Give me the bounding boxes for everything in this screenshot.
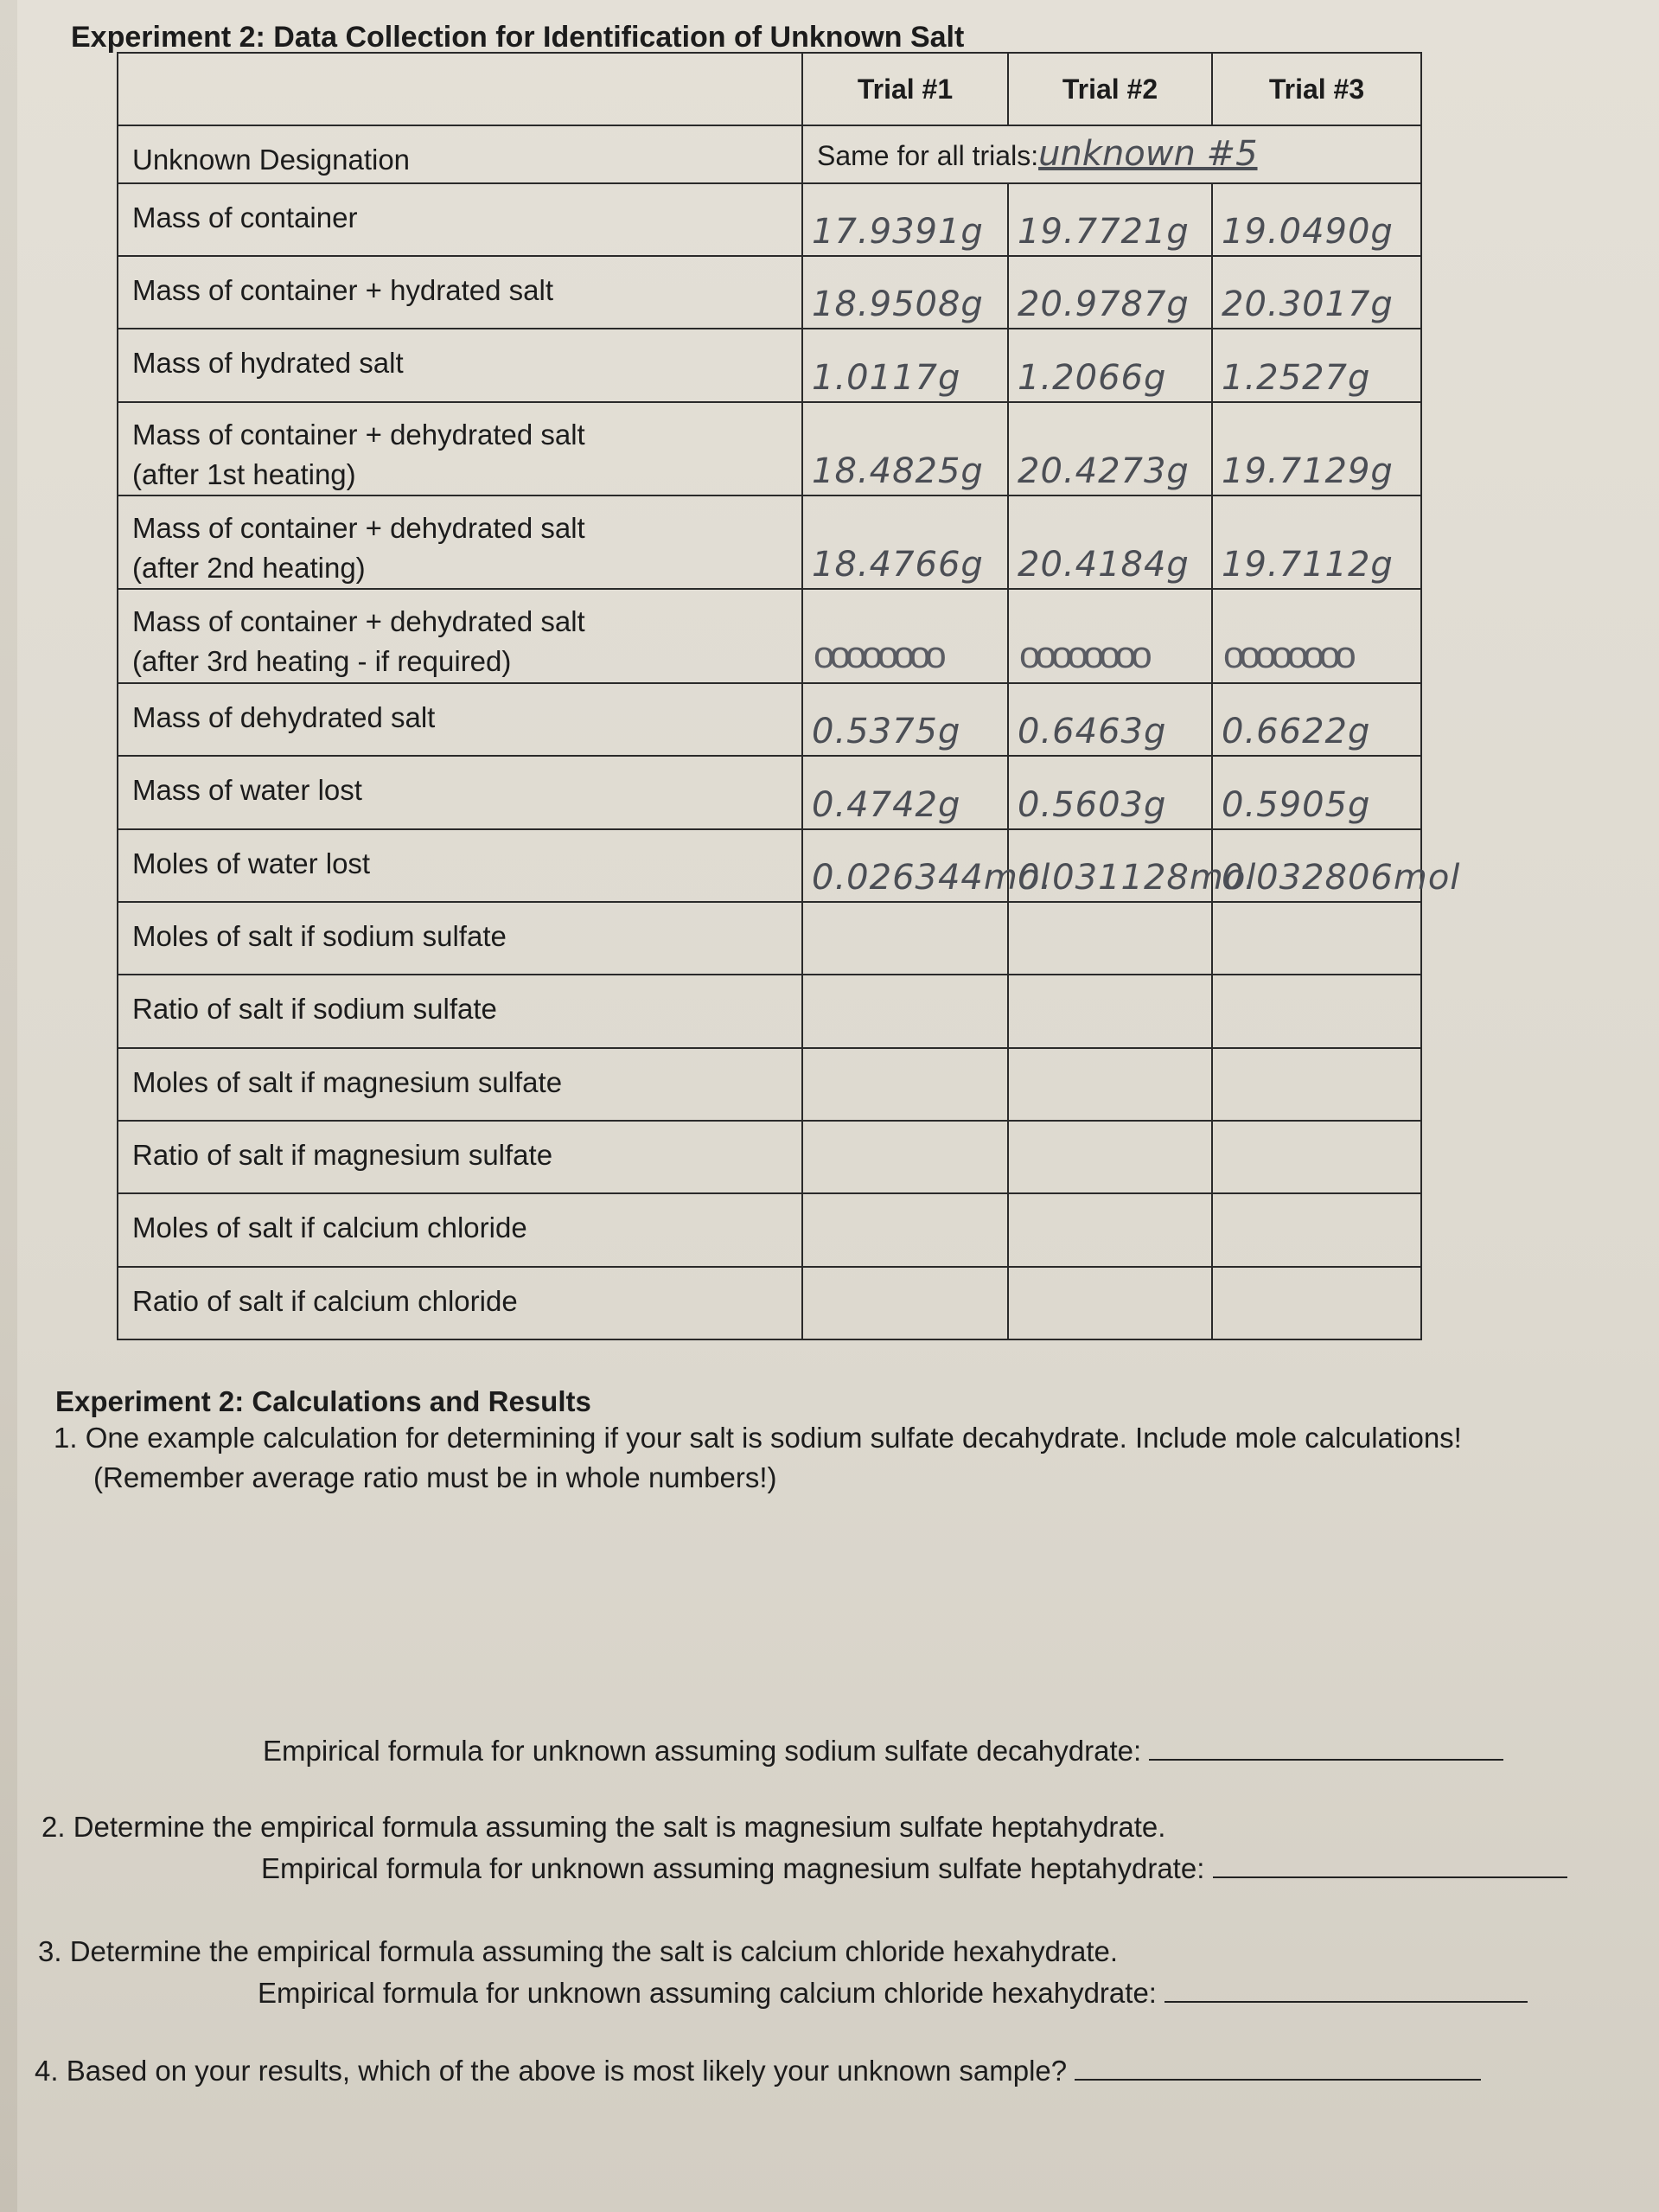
row-sublabel: (after 2nd heating) xyxy=(132,552,366,585)
row-label-cell xyxy=(118,589,802,682)
trial-2-value[interactable] xyxy=(1008,1121,1212,1193)
trial-3-value[interactable]: 19.7129g xyxy=(1212,402,1421,495)
table-row xyxy=(118,329,1421,401)
row-label: Mass of container + dehydrated salt xyxy=(132,512,585,545)
scribbled-out-cell[interactable]: oooooooo xyxy=(1008,589,1212,682)
table-row xyxy=(118,756,1421,828)
answer-line-1 xyxy=(263,1733,1503,1768)
trial-2-value[interactable]: 0.031128mol xyxy=(1008,829,1212,902)
trial-1-value[interactable]: 18.4766g xyxy=(802,495,1008,589)
trial-1-value[interactable] xyxy=(802,975,1008,1047)
table-row xyxy=(118,589,1421,682)
row-label-cell xyxy=(118,183,802,256)
trial-1-value[interactable] xyxy=(802,1048,1008,1121)
row-label: Ratio of salt if magnesium sulfate xyxy=(132,1138,553,1171)
answer-1-field[interactable] xyxy=(1149,1733,1503,1761)
trial-3-value[interactable] xyxy=(1212,1121,1421,1193)
row-label-cell xyxy=(118,495,802,589)
trial-1-value[interactable]: 17.9391g xyxy=(802,183,1008,256)
worksheet-page xyxy=(17,0,1659,2212)
trial-2-value[interactable]: 20.4273g xyxy=(1008,402,1212,495)
trial-1-value[interactable]: 18.4825g xyxy=(802,402,1008,495)
row-label: Mass of container + dehydrated salt xyxy=(132,605,585,638)
calc-section-title: Experiment 2: Calculations and Results xyxy=(55,1385,591,1417)
row-label: Mass of container xyxy=(132,201,358,233)
table-row xyxy=(118,1048,1421,1121)
scribbled-out-cell[interactable]: oooooooo xyxy=(802,589,1008,682)
row-label-cell xyxy=(118,1048,802,1121)
data-table xyxy=(117,52,1461,1340)
trial-3-value[interactable] xyxy=(1212,902,1421,975)
trial-1-value[interactable] xyxy=(802,1193,1008,1266)
trial-2-value[interactable] xyxy=(1008,1048,1212,1121)
trial-3-value[interactable] xyxy=(1212,1048,1421,1121)
row-label-cell xyxy=(118,402,802,495)
trial-2-value[interactable] xyxy=(1008,902,1212,975)
trial-3-value[interactable]: 20.3017g xyxy=(1212,256,1421,329)
row-label: Moles of salt if sodium sulfate xyxy=(132,919,507,952)
trial-3-value[interactable]: 0.5905g xyxy=(1212,756,1421,828)
unknown-designation-value: unknown #5 xyxy=(1038,134,1258,175)
trial-3-value[interactable]: 19.7112g xyxy=(1212,495,1421,589)
row-label: Mass of container + hydrated salt xyxy=(132,273,554,306)
table-row xyxy=(118,975,1421,1047)
answer-2-label: Empirical formula for unknown assuming magnesium sulfate heptahydrate: xyxy=(261,1852,1205,1884)
row-label: Ratio of salt if sodium sulfate xyxy=(132,993,497,1026)
trial-2-value[interactable]: 20.9787g xyxy=(1008,256,1212,329)
table-row xyxy=(118,902,1421,975)
row-label: Mass of hydrated salt xyxy=(132,347,404,380)
trial-3-value[interactable]: 0.6622g xyxy=(1212,683,1421,756)
table-row xyxy=(118,1121,1421,1193)
trial-2-value[interactable]: 1.2066g xyxy=(1008,329,1212,401)
row-label-cell xyxy=(118,256,802,329)
row-label-cell xyxy=(118,329,802,401)
table-row xyxy=(118,683,1421,756)
row-sublabel: (after 1st heating) xyxy=(132,457,356,490)
table-row xyxy=(118,495,1421,589)
trial-2-value[interactable]: 19.7721g xyxy=(1008,183,1212,256)
trial-2-value[interactable]: 20.4184g xyxy=(1008,495,1212,589)
question-4: 4. Based on your results, which of the above is most likely your unknown sample? xyxy=(35,2055,1068,2087)
question-3: 3. Determine the empirical formula assuming the salt is calcium chloride hexahydrate. xyxy=(38,1935,1119,1967)
trial-1-value[interactable]: 18.9508g xyxy=(802,256,1008,329)
header-trial-1: Trial #1 xyxy=(802,53,1008,125)
trial-2-value[interactable] xyxy=(1008,1267,1212,1339)
trial-1-value[interactable] xyxy=(802,1121,1008,1193)
answer-3-field[interactable] xyxy=(1164,1975,1528,2003)
trial-3-value[interactable]: 19.0490g xyxy=(1212,183,1421,256)
trial-1-value[interactable] xyxy=(802,902,1008,975)
unknown-designation-cell xyxy=(802,125,1421,183)
header-blank xyxy=(118,53,802,125)
trial-2-value[interactable] xyxy=(1008,1193,1212,1266)
row-label-cell xyxy=(118,1121,802,1193)
trial-1-value[interactable]: 1.0117g xyxy=(802,329,1008,401)
scribbled-out-cell[interactable]: oooooooo xyxy=(1212,589,1421,682)
trial-1-value[interactable]: 0.4742g xyxy=(802,756,1008,828)
same-for-all-label: Same for all trials: xyxy=(817,140,1039,172)
header-trial-2: Trial #2 xyxy=(1008,53,1212,125)
question-1: 1. One example calculation for determining if your salt is sodium sulfate decahydrate. Include mole calculations! xyxy=(54,1422,1462,1454)
data-rows xyxy=(118,183,1461,1339)
trial-3-value[interactable] xyxy=(1212,1267,1421,1339)
table-row xyxy=(118,256,1421,329)
row-label: Mass of container + dehydrated salt xyxy=(132,418,585,451)
row-label-cell xyxy=(118,902,802,975)
table-row xyxy=(118,402,1421,495)
answer-2-field[interactable] xyxy=(1213,1851,1567,1878)
row-label: Moles of salt if magnesium sulfate xyxy=(132,1065,563,1098)
table-row xyxy=(118,1267,1421,1339)
table-row xyxy=(118,829,1421,902)
answer-line-4 xyxy=(35,2053,1481,2087)
trial-3-value[interactable]: 0.032806mol xyxy=(1212,829,1421,902)
row-label: Mass of dehydrated salt xyxy=(132,700,436,733)
trial-2-value[interactable]: 0.5603g xyxy=(1008,756,1212,828)
row-label: Unknown Designation xyxy=(118,125,802,183)
trial-1-value[interactable]: 0.026344mol xyxy=(802,829,1008,902)
data-section-title: Experiment 2: Data Collection for Identification of Unknown Salt xyxy=(71,21,965,54)
answer-1-label: Empirical formula for unknown assuming sodium sulfate decahydrate: xyxy=(263,1735,1142,1767)
trial-1-value[interactable] xyxy=(802,1267,1008,1339)
answer-4-field[interactable] xyxy=(1075,2053,1481,2081)
question-1-note: (Remember average ratio must be in whole numbers!) xyxy=(93,1461,777,1493)
row-label-cell xyxy=(118,975,802,1047)
answer-line-3 xyxy=(258,1975,1528,2010)
table-row xyxy=(118,183,1421,256)
answer-line-2 xyxy=(261,1851,1567,1885)
table-row-unknown xyxy=(118,125,1421,183)
row-sublabel: (after 3rd heating - if required) xyxy=(132,645,512,678)
trial-3-value[interactable]: 1.2527g xyxy=(1212,329,1421,401)
row-label-cell xyxy=(118,1267,802,1339)
row-label: Ratio of salt if calcium chloride xyxy=(132,1284,518,1317)
table-header-row xyxy=(118,53,1421,125)
row-label: Moles of salt if calcium chloride xyxy=(132,1211,527,1244)
table-row xyxy=(118,1193,1421,1266)
header-trial-3: Trial #3 xyxy=(1212,53,1421,125)
trial-3-value[interactable] xyxy=(1212,975,1421,1047)
trial-3-value[interactable] xyxy=(1212,1193,1421,1266)
row-label-cell xyxy=(118,1193,802,1266)
row-label-cell xyxy=(118,683,802,756)
row-label: Mass of water lost xyxy=(132,774,362,807)
row-label-cell xyxy=(118,756,802,828)
answer-3-label: Empirical formula for unknown assuming calcium chloride hexahydrate: xyxy=(258,1977,1157,2009)
trial-2-value[interactable] xyxy=(1008,975,1212,1047)
trial-1-value[interactable]: 0.5375g xyxy=(802,683,1008,756)
question-2: 2. Determine the empirical formula assuming the salt is magnesium sulfate heptahydrate. xyxy=(41,1811,1166,1843)
trial-2-value[interactable]: 0.6463g xyxy=(1008,683,1212,756)
row-label: Moles of water lost xyxy=(132,847,371,879)
row-label-cell xyxy=(118,829,802,902)
